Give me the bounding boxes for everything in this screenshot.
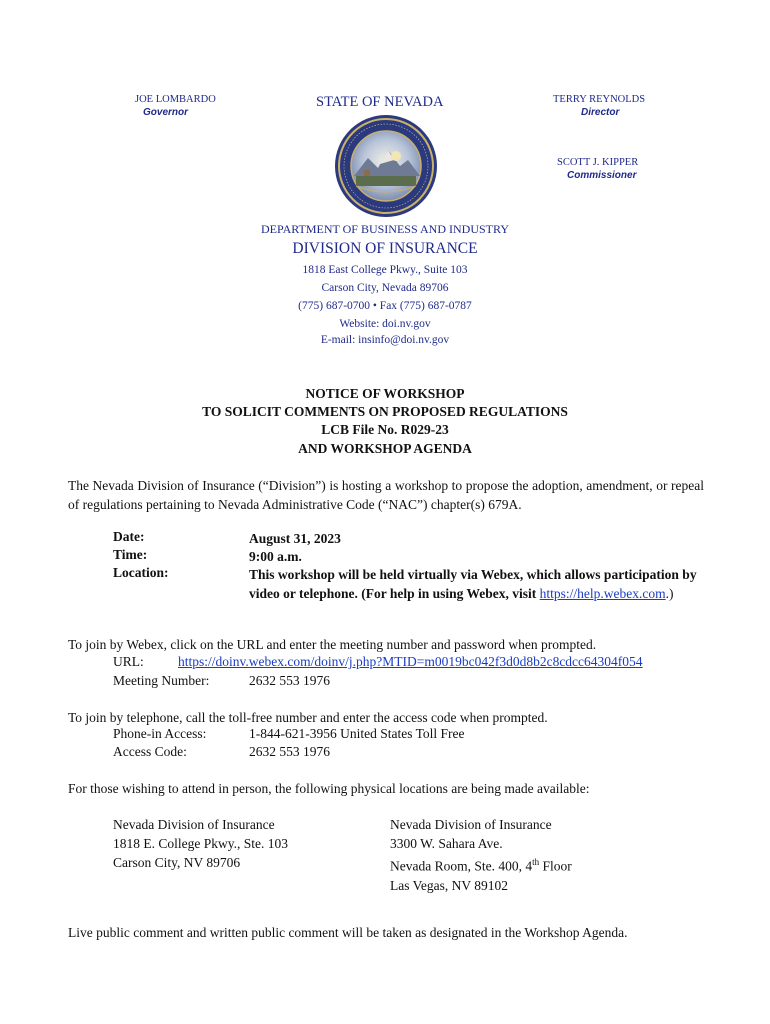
notice-title-line-4: AND WORKSHOP AGENDA	[298, 441, 472, 456]
location-help-open: (For help in using Webex, visit	[357, 586, 540, 601]
nevada-state-seal-icon	[334, 114, 438, 218]
location-description: This workshop will be held virtually via Webex, which allows participation by video or telephone.	[249, 567, 697, 601]
location-carson-city	[113, 815, 288, 872]
director-title: Director	[581, 107, 620, 118]
governor-block	[135, 94, 255, 118]
loc2-line-4: Las Vegas, NV 89102	[390, 877, 508, 893]
closing-paragraph: Live public comment and written public comment will be taken as designated in the Workshop Agenda.	[68, 925, 628, 940]
commissioner-title: Commissioner	[567, 170, 637, 181]
access-code-label: Access Code:	[113, 744, 187, 759]
meeting-number-label: Meeting Number:	[113, 673, 210, 688]
loc1-line-2: 1818 E. College Pkwy., Ste. 103	[113, 836, 288, 851]
intro-paragraph: The Nevada Division of Insurance (“Division”) is hosting a workshop to propose the adoption, amendment, or repeal of regulations pertaining to Nevada Administrative Code (“NAC”) chapter(s) 679A.	[68, 478, 704, 512]
in-person-intro: For those wishing to attend in person, the following physical locations are being made available:	[68, 781, 590, 796]
governor-name: JOE LOMBARDO	[135, 94, 216, 105]
website: Website: doi.nv.gov	[339, 318, 431, 330]
notice-title-line-1: NOTICE OF WORKSHOP	[305, 386, 465, 401]
address-line-1: 1818 East College Pkwy., Suite 103	[302, 264, 468, 276]
date-value: August 31, 2023	[249, 531, 341, 546]
loc2-line-3: Nevada Room, Ste. 400, 4th Floor	[390, 857, 572, 874]
commissioner-name: SCOTT J. KIPPER	[557, 157, 639, 168]
webex-meeting-link[interactable]: https://doinv.webex.com/doinv/j.php?MTID=m0019bc042f3d0d8b2c8cdcc64304f054	[178, 654, 643, 669]
notice-title-line-3: LCB File No. R029-23	[321, 422, 449, 437]
division-name: DIVISION OF INSURANCE	[292, 240, 478, 257]
time-value: 9:00 a.m.	[249, 549, 302, 564]
address-line-2: Carson City, Nevada 89706	[321, 282, 449, 294]
access-code: 2632 553 1976	[249, 744, 330, 759]
location-label: Location:	[113, 565, 169, 580]
phone-access-number: 1-844-621-3956 United States Toll Free	[249, 726, 465, 741]
loc2-line-2: 3300 W. Sahara Ave.	[390, 836, 503, 851]
governor-title: Governor	[143, 107, 189, 118]
loc1-line-3: Carson City, NV 89706	[113, 855, 241, 870]
loc2-line-1: Nevada Division of Insurance	[390, 817, 552, 832]
phone-intro: To join by telephone, call the toll-free number and enter the access code when prompted.	[68, 710, 548, 725]
location-help-close: .)	[665, 586, 674, 601]
webex-intro: To join by Webex, click on the URL and enter the meeting number and password when prompted.	[68, 637, 597, 652]
url-label: URL:	[113, 654, 144, 669]
department-name: DEPARTMENT OF BUSINESS AND INDUSTRY	[261, 222, 509, 236]
phone-fax: (775) 687-0700 • Fax (775) 687-0787	[298, 300, 472, 312]
meeting-number: 2632 553 1976	[249, 673, 330, 688]
date-label: Date:	[113, 529, 145, 544]
email: E-mail: insinfo@doi.nv.gov	[320, 334, 450, 346]
commissioner-block	[557, 157, 677, 181]
director-block	[553, 94, 673, 118]
notice-title-line-2: TO SOLICIT COMMENTS ON PROPOSED REGULATIONS	[202, 404, 568, 419]
time-label: Time:	[113, 547, 148, 562]
location-value	[249, 565, 709, 603]
director-name: TERRY REYNOLDS	[553, 94, 646, 105]
state-title: STATE OF NEVADA	[316, 94, 444, 110]
webex-help-link[interactable]: https://help.webex.com	[539, 586, 666, 601]
phone-access-label: Phone-in Access:	[113, 726, 207, 741]
location-las-vegas	[390, 815, 572, 895]
loc1-line-1: Nevada Division of Insurance	[113, 817, 275, 832]
